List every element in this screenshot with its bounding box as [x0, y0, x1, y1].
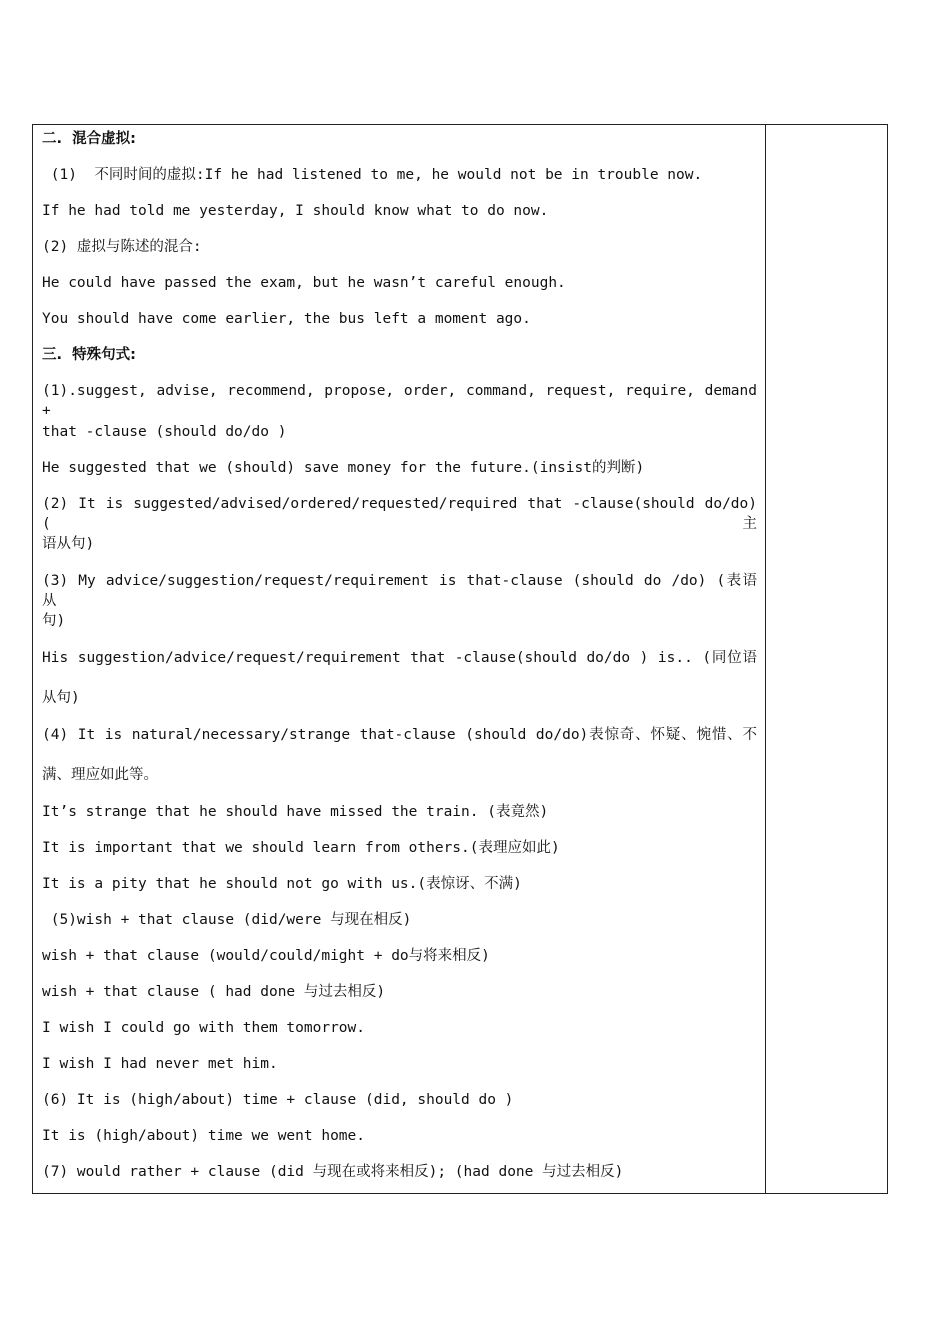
text-line: (2) It is suggested/advised/ordered/requested/required that -clause(should do/do)(主 [42, 496, 757, 532]
text-line: (3) My advice/suggestion/request/requirement is that-clause (should do /do) (表语从 [42, 573, 757, 609]
text-line: If he had told me yesterday, I should know what to do now. [42, 203, 549, 219]
text-line: His suggestion/advice/request/requirement that -clause(should do/do ) is.. (同位语 [42, 650, 757, 666]
text-line: (4) It is natural/necessary/strange that-clause (should do/do)表惊奇、怀疑、惋惜、不 [42, 727, 757, 743]
text-line: (5)wish + that clause (did/were 与现在相反) [42, 912, 412, 928]
text-line: wish + that clause ( had done 与过去相反) [42, 984, 386, 1000]
notes-cell [766, 125, 887, 1193]
text-line: (1) 不同时间的虚拟:If he had listened to me, he would not be in trouble now. [42, 167, 703, 183]
text-line: It’s strange that he should have missed the train. (表竟然) [42, 804, 549, 820]
text-line: It is important that we should learn from others.(表理应如此) [42, 840, 560, 856]
text-line: I wish I had never met him. [42, 1056, 278, 1072]
text-line: He could have passed the exam, but he wasn’t careful enough. [42, 275, 566, 291]
content-cell [33, 125, 766, 1193]
text-line: You should have come earlier, the bus left a moment ago. [42, 311, 531, 327]
document-table [32, 124, 888, 1194]
text-line: (2) 虚拟与陈述的混合: [42, 239, 202, 255]
text-line: (1).suggest, advise, recommend, propose, order, command, request, require, demand + [42, 383, 757, 419]
text-line: He suggested that we (should) save money for the future.(insist的判断) [42, 460, 645, 476]
section-2-heading: 二. 混合虚拟: [42, 131, 136, 147]
text-line: It is (high/about) time we went home. [42, 1128, 366, 1144]
text-line: wish + that clause (would/could/might + do与将来相反) [42, 948, 490, 964]
text-line: 满、理应如此等。 [42, 767, 158, 783]
text-line: 从句) [42, 690, 80, 706]
text-line: (7) would rather + clause (did 与现在或将来相反); (had done 与过去相反) [42, 1164, 624, 1180]
text-line: that -clause (should do/do ) [42, 424, 287, 440]
text-line: 句) [42, 613, 66, 629]
section-3-heading: 三. 特殊句式: [42, 347, 136, 363]
text-line: (6) It is (high/about) time + clause (did, should do ) [42, 1092, 514, 1108]
text-line: 语从句) [42, 536, 95, 552]
text-line: It is a pity that he should not go with us.(表惊讶、不满) [42, 876, 522, 892]
text-line: I wish I could go with them tomorrow. [42, 1020, 366, 1036]
